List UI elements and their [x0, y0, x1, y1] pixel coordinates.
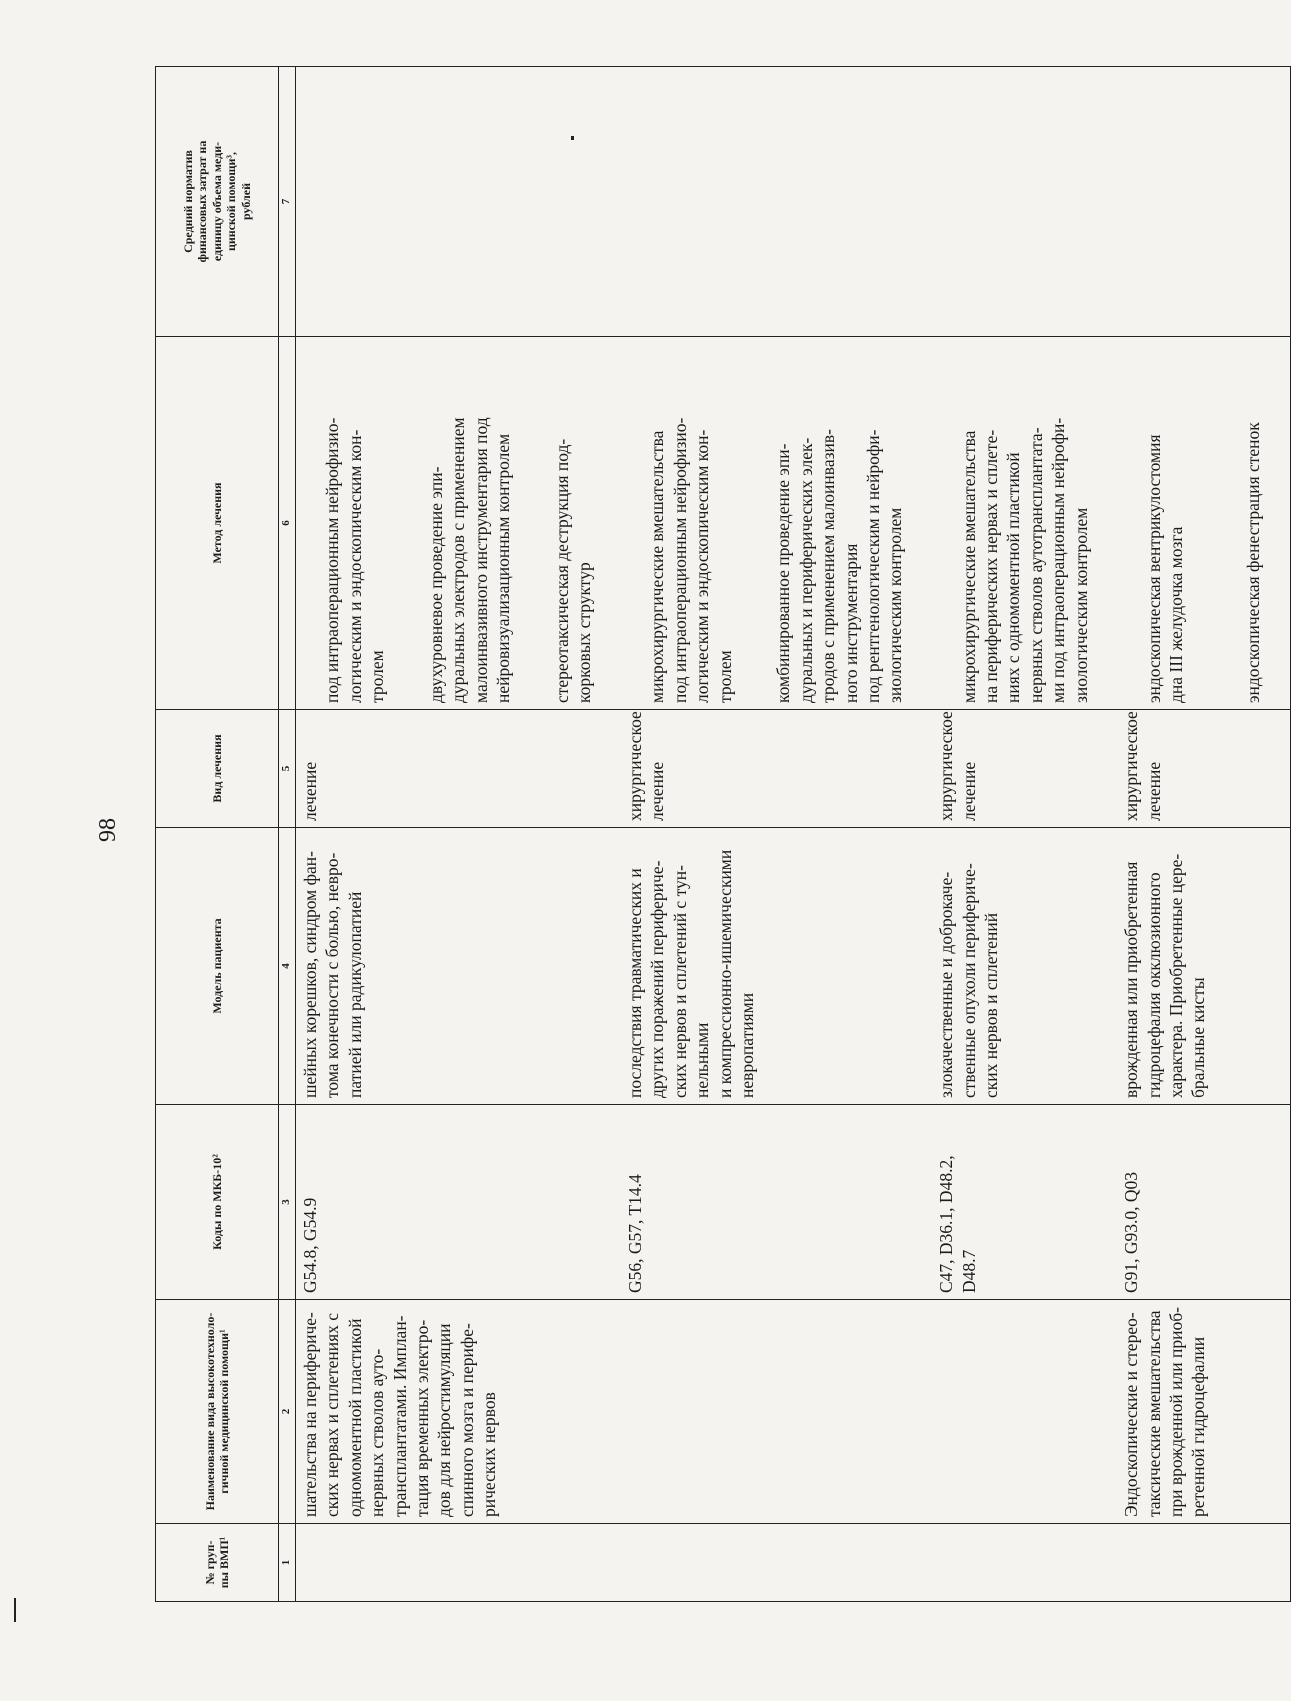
- table-row: [296, 67, 622, 1602]
- cell-group: [1117, 1524, 1290, 1602]
- page-number: 98: [95, 818, 121, 842]
- cell-method: [621, 337, 932, 710]
- method-item: стереотаксическая деструкция под- корковых структур: [551, 438, 595, 703]
- col-header-name: Наименование вида высокотехноло- гичной медицинской помощи¹: [156, 1300, 279, 1524]
- method-item: микрохирургические вмешательства на периферических нервах и сплете- ниях с одномоментной пластикой нервных стволов аутотрансплантата- ми под интраоперационным нейрофи- зиологическим контролем: [958, 417, 1091, 703]
- cell-treatment: лечение: [296, 710, 622, 828]
- cell-model: злокачественные и доброкаче- ственные опухоли перифериче- ских нервов и сплетений: [932, 828, 1117, 1105]
- col-number-2: 2: [279, 1300, 296, 1524]
- col-header-group: № груп- пы ВМП¹: [156, 1524, 279, 1602]
- method-item: микрохирургические вмешательства под интраоперационным нейрофизио- логическим и эндоскопическим кон- тролем: [647, 417, 735, 703]
- cell-cost: [1117, 67, 1290, 337]
- method-item: эндоскопическая вентрикулостомия дна III желудочка мозга: [1143, 434, 1187, 703]
- method-item: комбинированное проведение эпи- дуральных и периферических элек- тродов с применением малоинвазив- ного инструментария под рентгенологическим и нейрофи- зиологическим контролем: [773, 429, 906, 703]
- cell-group: [932, 1524, 1117, 1602]
- method-item: двухуровневое проведение эпи- дуральных электродов с применением малоинвазивного инструментария под нейровизуализационным контролем: [425, 417, 514, 703]
- cell-model: шейных корешков, синдром фан- тома конечности с болью, невро- патией или радикулопатией: [296, 828, 622, 1105]
- method-item: под интраоперационным нейрофизио- логическим и эндоскопическим кон- тролем: [322, 417, 388, 703]
- cell-cost: [932, 67, 1117, 337]
- cell-cost: [296, 67, 622, 337]
- cell-method: [296, 337, 622, 710]
- cell-group: [621, 1524, 932, 1602]
- cell-method: [1117, 337, 1290, 710]
- cell-cost: [621, 67, 932, 337]
- cell-name: Эндоскопические и стерео- таксические вмешательства при врожденной или приоб- ретенной гидроцефалии: [1117, 1300, 1290, 1524]
- col-number-6: 6: [279, 337, 296, 710]
- cell-codes: G54.8, G54.9: [296, 1105, 622, 1300]
- rotated-table-block: [155, 67, 1263, 1602]
- method-item: эндоскопическая фенестрация стенок: [1242, 422, 1263, 703]
- col-number-3: 3: [279, 1105, 296, 1300]
- cell-codes: C47, D36.1, D48.2, D48.7: [932, 1105, 1117, 1300]
- table-row: [932, 67, 1117, 1602]
- col-number-4: 4: [279, 828, 296, 1105]
- cell-codes: G56, G57, T14.4: [621, 1105, 932, 1300]
- cell-name: [932, 1300, 1117, 1524]
- cell-name: [621, 1300, 932, 1524]
- col-number-7: 7: [279, 67, 296, 337]
- cell-treatment: хирургическое лечение: [621, 710, 932, 828]
- cell-method: [932, 337, 1117, 710]
- cell-treatment: хирургическое лечение: [1117, 710, 1290, 828]
- cell-treatment: хирургическое лечение: [932, 710, 1117, 828]
- cell-codes: G91, G93.0, Q03: [1117, 1105, 1290, 1300]
- col-header-cost: Средний норматив финансовых затрат на единицу объема меди- цинской помощи³, рублей: [156, 67, 279, 337]
- vmp-table: [155, 66, 1291, 1602]
- col-number-1: 1: [279, 1524, 296, 1602]
- col-header-method: Метод лечения: [156, 337, 279, 710]
- cell-model: последствия травматических и других поражений перифериче- ских нервов и сплетений с тун- нельными и компрессионно-ишемическими невропатиями: [621, 828, 932, 1105]
- col-header-treatment: Вид лечения: [156, 710, 279, 828]
- cell-model: врожденная или приобретенная гидроцефалия окклюзионного характера. Приобретенные цере- бральные кисты: [1117, 828, 1290, 1105]
- col-number-5: 5: [279, 710, 296, 828]
- col-header-codes: Коды по МКБ-10²: [156, 1105, 279, 1300]
- table-row: [1117, 67, 1290, 1602]
- col-header-model: Модель пациента: [156, 828, 279, 1105]
- scan-mark-left: [14, 1598, 16, 1622]
- cell-name: шательства на перифериче- ских нервах и сплетениях с одномоментной пластикой нервных стволов ауто- трансплантатами. Имплан- тация временных электро- дов для нейростимуляции спинного мозга и перифе- рических нервов: [296, 1300, 622, 1524]
- cell-group: [296, 1524, 622, 1602]
- table-row: [621, 67, 932, 1602]
